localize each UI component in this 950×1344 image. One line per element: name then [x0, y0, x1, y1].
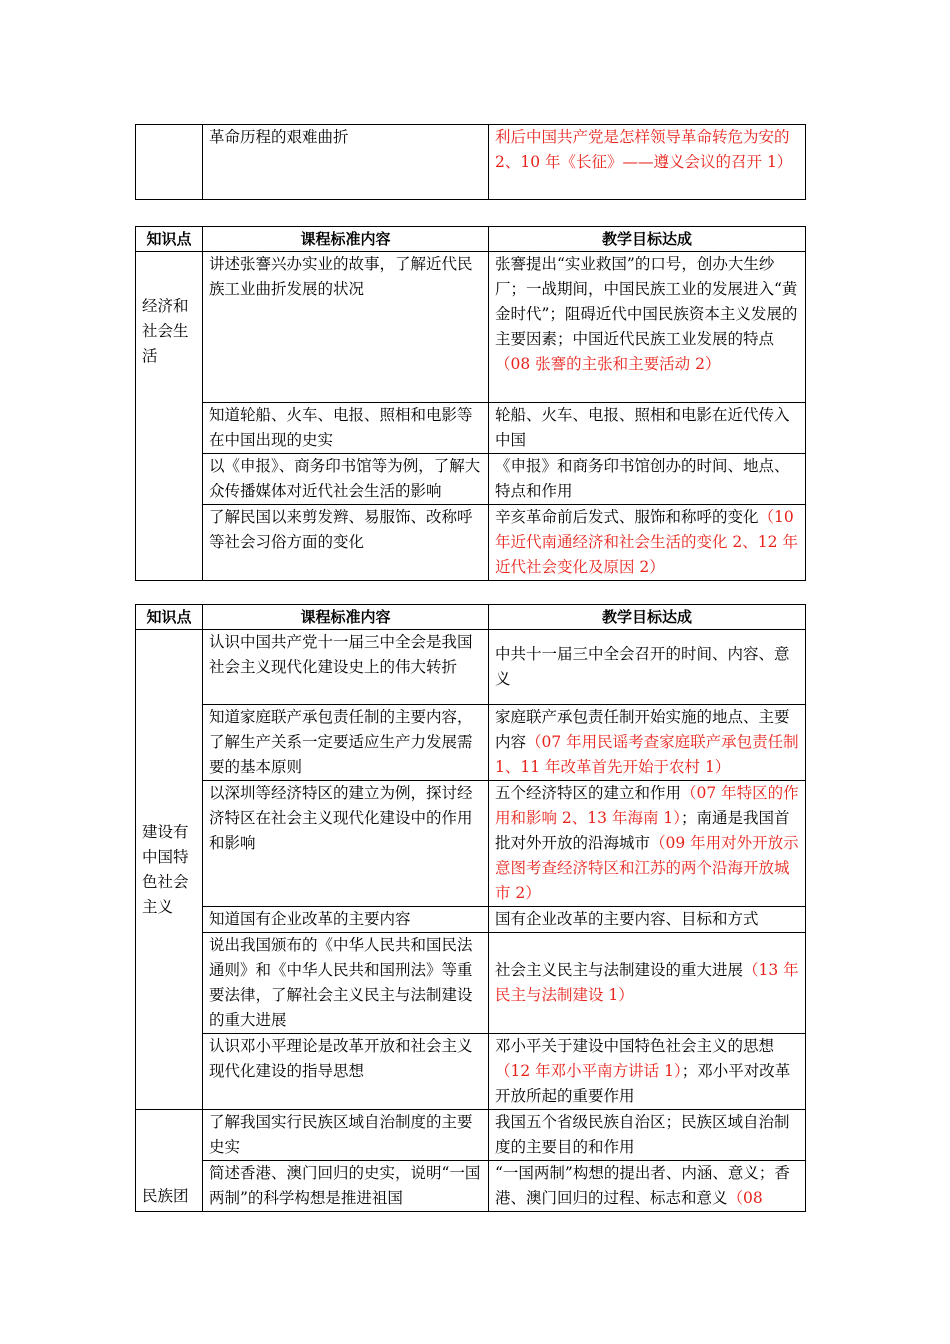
standard-cell: 革命历程的艰难曲折: [203, 125, 489, 200]
target-cell: [489, 252, 806, 403]
target-text: ；邓小平对改革开放所起的重要作用: [495, 1062, 791, 1105]
standard-cell: 讲述张謇兴办实业的故事，了解近代民族工业曲折发展的状况: [203, 252, 489, 403]
header-standard: 课程标准内容: [203, 605, 489, 630]
table-row: [136, 933, 806, 1034]
header-target: 教学目标达成: [489, 227, 806, 252]
header-knowledge-point: 知识点: [136, 227, 203, 252]
exam-note: （12 年邓小平南方讲话 1）: [495, 1062, 682, 1080]
target-cell: 《申报》和商务印书馆创办的时间、地点、特点和作用: [489, 454, 806, 505]
table-row: [136, 1034, 806, 1110]
exam-note: （09 年用对外开放示意图考查经济特区和江苏的两个沿海开放城市 2）: [495, 834, 799, 902]
target-cell: 轮船、火车、电报、照相和电影在近代传入中国: [489, 403, 806, 454]
target-cell: [489, 1161, 806, 1212]
table-row: [136, 454, 806, 505]
target-text: “一国两制”构想的提出者、内涵、意义；香港、澳门回归的过程、标志和意义: [495, 1164, 790, 1207]
target-cell: [489, 1034, 806, 1110]
target-cell: [489, 505, 806, 581]
target-text: ；南通是我国首批对外开放的沿海城市: [495, 809, 790, 852]
exam-note: （10 年近代南通经济和社会生活的变化 2、12 年近代社会变化及原因 2）: [495, 508, 798, 576]
target-cell: 国有企业改革的主要内容、目标和方式: [489, 907, 806, 933]
standard-cell: 了解我国实行民族区域自治制度的主要史实: [203, 1110, 489, 1161]
standard-cell: 了解民国以来剪发辫、易服饰、改称呼等社会习俗方面的变化: [203, 505, 489, 581]
table-header-row: [136, 227, 806, 252]
header-target: 教学目标达成: [489, 605, 806, 630]
standard-cell: 简述香港、澳门回归的史实，说明“一国两制”的科学构想是推进祖国: [203, 1161, 489, 1212]
table-row: [136, 403, 806, 454]
knowledge-point-cell: 民族团: [136, 1110, 203, 1212]
standard-cell: 知道国有企业改革的主要内容: [203, 907, 489, 933]
target-cell: 我国五个省级民族自治区；民族区域自治制度的主要目的和作用: [489, 1110, 806, 1161]
header-knowledge-point: 知识点: [136, 605, 203, 630]
target-text: 辛亥革命前后发式、服饰和称呼的变化: [495, 508, 759, 526]
target-cell: [489, 933, 806, 1034]
target-cell: [489, 125, 806, 200]
knowledge-point-cell: 经济和社会生活: [136, 252, 203, 581]
exam-note: （07 年用民谣考查家庭联产承包责任制 1、11 年改革首先开始于农村 1）: [495, 733, 799, 776]
exam-note: （13 年民主与法制建设 1）: [495, 961, 799, 1004]
exam-note: 利后中国共产党是怎样领导革命转危为安的 2、10 年《长征》——遵义会议的召开 1）: [495, 128, 793, 171]
standard-cell: 以《申报》、商务印书馆等为例，了解大众传播媒体对近代社会生活的影响: [203, 454, 489, 505]
table-row: [136, 125, 806, 200]
table-row: [136, 1161, 806, 1212]
exam-note: （07 年特区的作用和影响 2、13 年海南 1）: [495, 784, 799, 827]
exam-note: （08: [727, 1189, 763, 1207]
table-row: [136, 907, 806, 933]
standard-cell: 认识邓小平理论是改革开放和社会主义现代化建设的指导思想: [203, 1034, 489, 1110]
exam-note: （08 张謇的主张和主要活动 2）: [495, 355, 721, 373]
table-row: [136, 505, 806, 581]
table-socialism: [135, 604, 806, 1212]
knowledge-point-cell: [136, 125, 203, 200]
target-text: 社会主义民主与法制建设的重大进展: [495, 961, 744, 979]
table-row: [136, 1110, 806, 1161]
knowledge-point-cell: 建设有中国特色社会主义: [136, 630, 203, 1110]
header-standard: 课程标准内容: [203, 227, 489, 252]
standard-cell: 知道家庭联产承包责任制的主要内容，了解生产关系一定要适应生产力发展需要的基本原则: [203, 705, 489, 781]
table-continuation: [135, 124, 806, 200]
standard-cell: 说出我国颁布的《中华人民共和国民法通则》和《中华人民共和国刑法》等重要法律，了解社会主义民主与法制建设的重大进展: [203, 933, 489, 1034]
standard-cell: 以深圳等经济特区的建立为例，探讨经济特区在社会主义现代化建设中的作用和影响: [203, 781, 489, 907]
target-text: 邓小平关于建设中国特色社会主义的思想: [495, 1037, 775, 1055]
table-row: [136, 252, 806, 403]
table-row: [136, 630, 806, 705]
target-cell: [489, 781, 806, 907]
standard-cell: 认识中国共产党十一届三中全会是我国社会主义现代化建设史上的伟大转折: [203, 630, 489, 705]
target-text: 家庭联产承包责任制开始实施的地点、主要内容: [495, 708, 790, 751]
table-row: [136, 705, 806, 781]
standard-cell: 知道轮船、火车、电报、照相和电影等在中国出现的史实: [203, 403, 489, 454]
target-text: 五个经济特区的建立和作用: [495, 784, 682, 802]
target-cell: [489, 705, 806, 781]
table-header-row: [136, 605, 806, 630]
target-text: 张謇提出“实业救国”的口号，创办大生纱厂；一战期间，中国民族工业的发展进入“黄金时代”；阻碍近代中国民族资本主义发展的主要因素；中国近代民族工业发展的特点: [495, 255, 798, 348]
table-row: [136, 781, 806, 907]
table-economy: [135, 226, 806, 581]
target-cell: 中共十一届三中全会召开的时间、内容、意义: [489, 630, 806, 705]
